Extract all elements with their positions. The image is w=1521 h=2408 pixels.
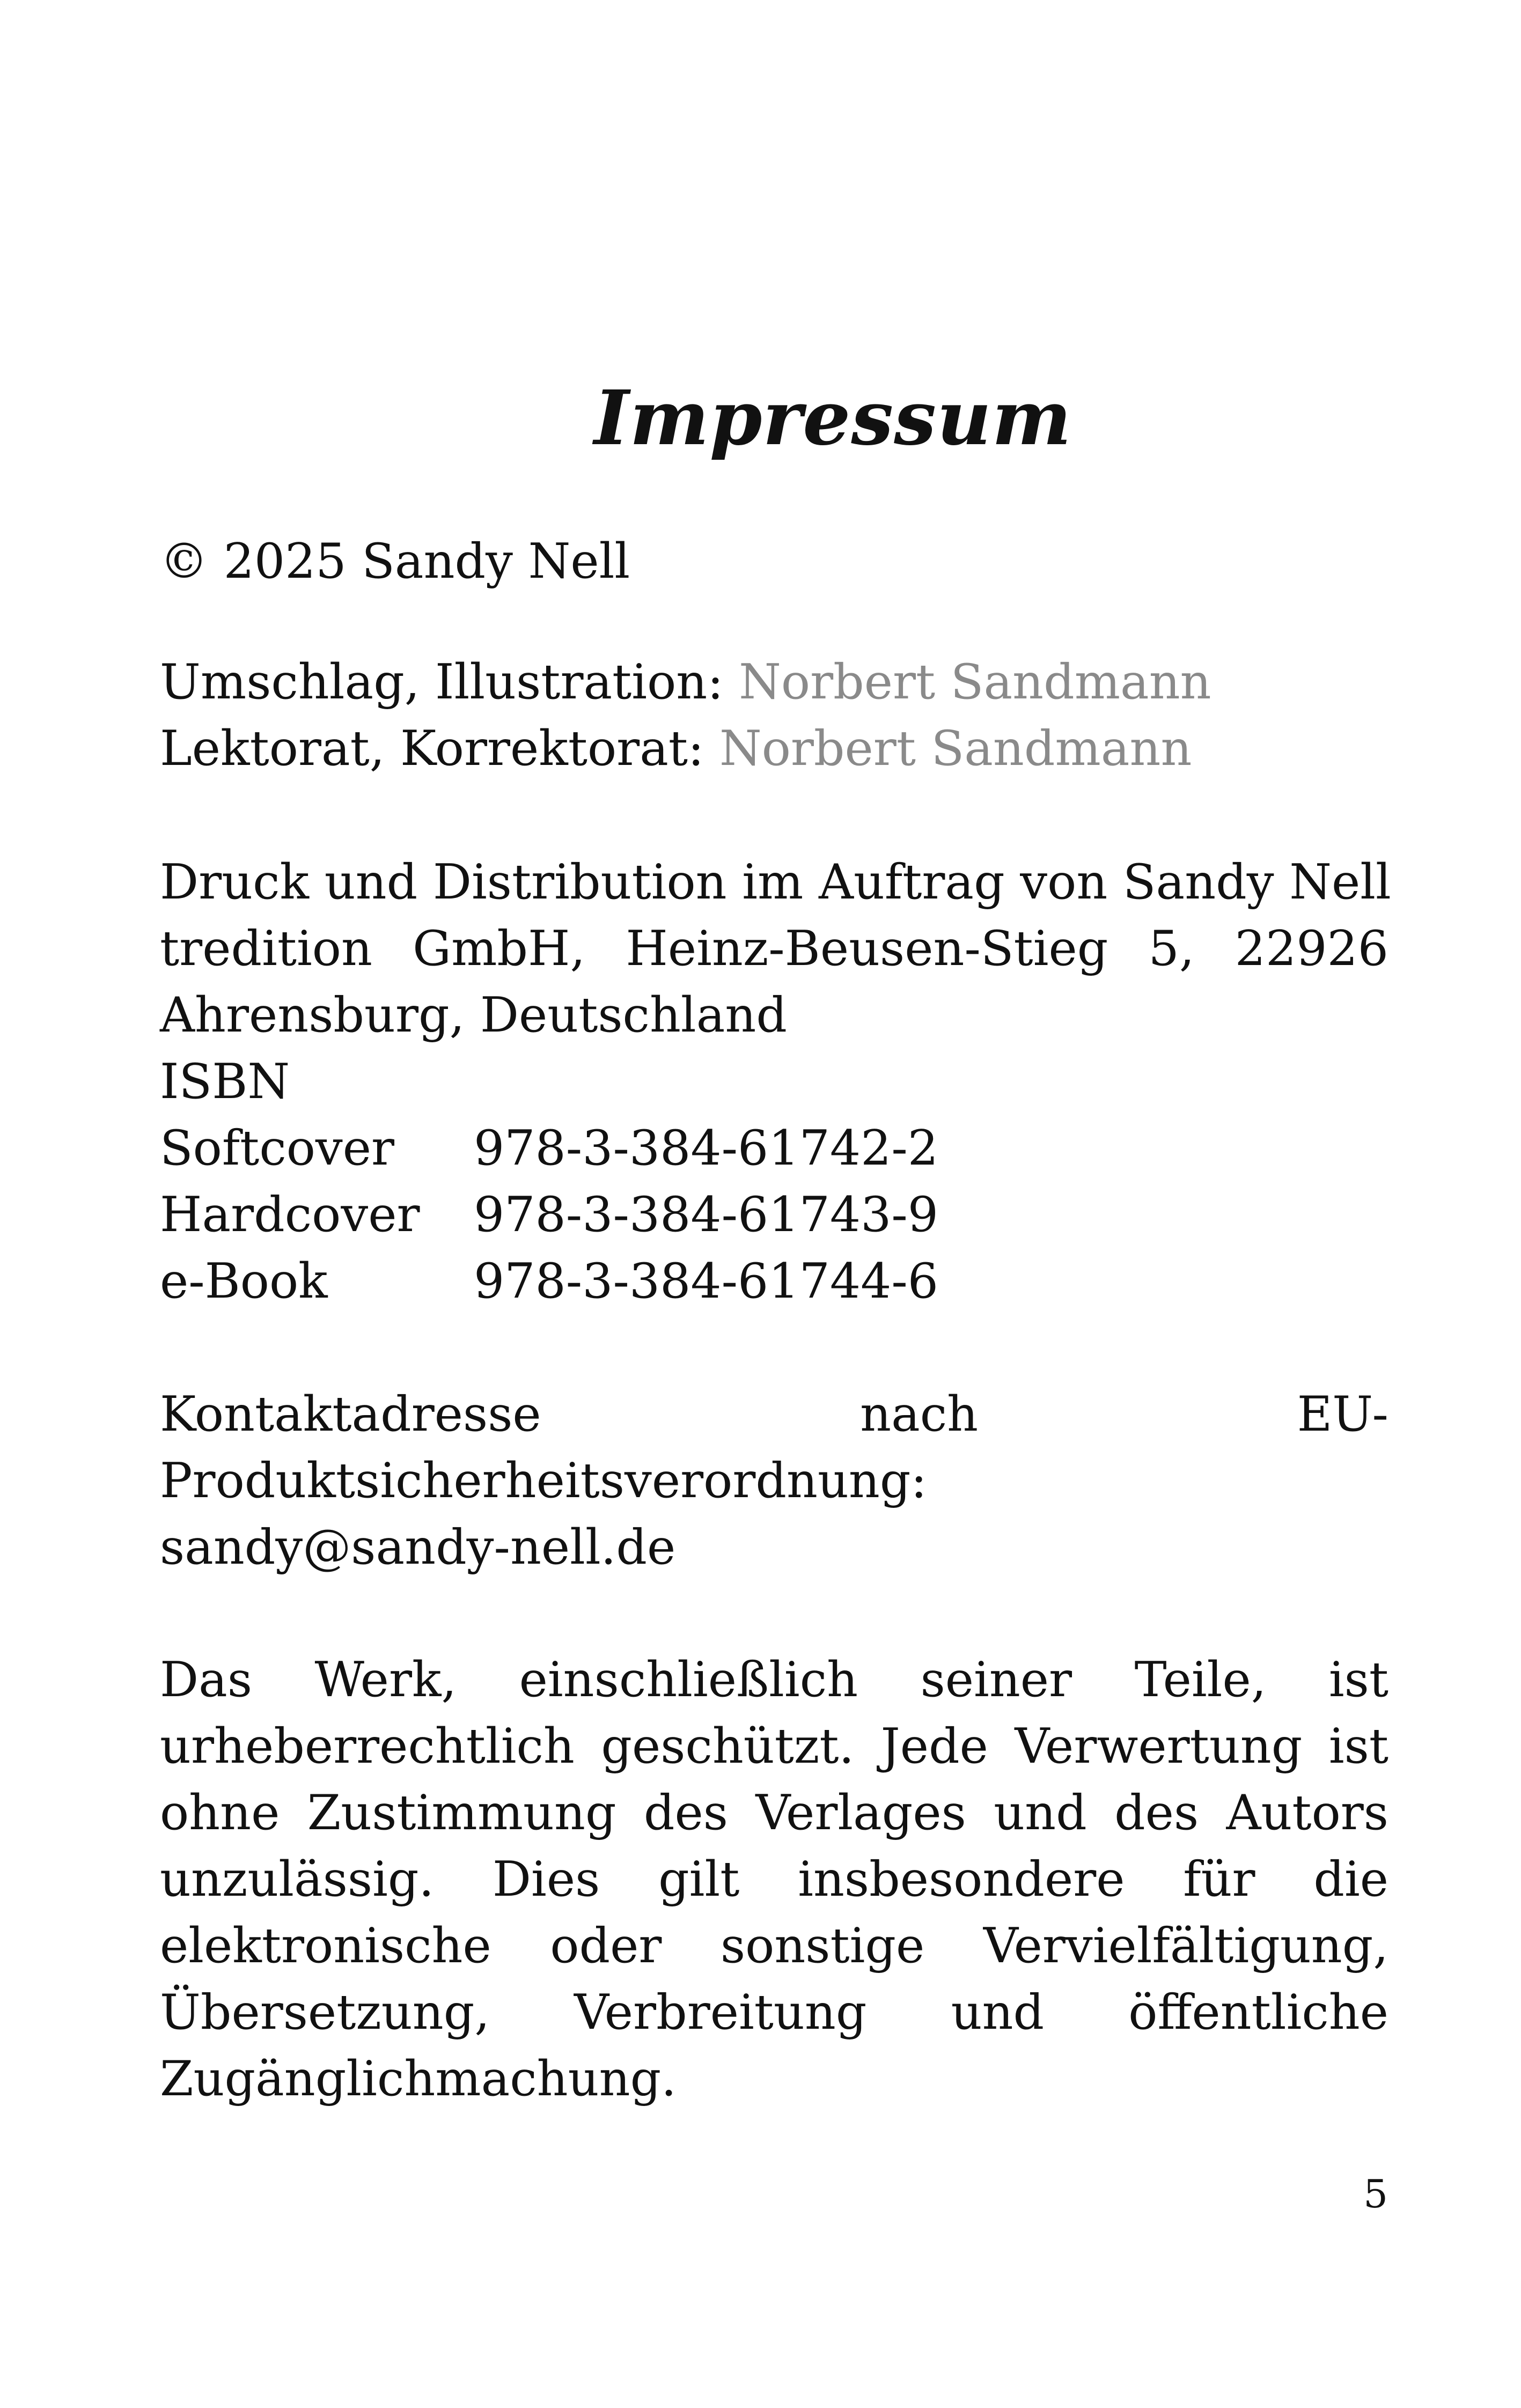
cover-credit (160, 649, 1388, 716)
contact-word-2: nach (860, 1386, 979, 1442)
isbn-heading: ISBN (160, 1054, 290, 1110)
editing-credit (160, 716, 1388, 782)
contact-word-3: EU- (1297, 1386, 1388, 1442)
copyright-line (160, 528, 1388, 595)
page-title: Impressum (594, 374, 1072, 462)
isbn-row-softcover (160, 1115, 1388, 1182)
cover-credit-label: Umschlag, Illustration: (160, 654, 739, 710)
isbn-number: 978-3-384-61743-9 (474, 1187, 939, 1243)
isbn-row-ebook (160, 1248, 1388, 1315)
printing-block (160, 849, 1391, 1315)
isbn-format: Softcover (160, 1120, 395, 1176)
isbn-format: e-Book (160, 1253, 328, 1309)
isbn-number: 978-3-384-61742-2 (474, 1120, 939, 1176)
isbn-row-hardcover (160, 1182, 1388, 1248)
editing-credit-name: Norbert Sandmann (719, 720, 1192, 777)
printing-line-1: Druck und Distribution im Auftrag von Sandy Nell (160, 854, 1391, 910)
contact-block (160, 1381, 1388, 1581)
page-number: 5 (1363, 2171, 1388, 2216)
copyright-notice: Das Werk, einschließlich seiner Teile, ist urheberrechtlich geschützt. Jede Verwertung ist ohne Zustimmung des Verlages und des Autors unzulässig. Dies gilt insbesondere für die elektronische oder sonstige Vervielfältigung, Übersetzung, Verbreitung und öffentliche Zugänglichmachung. (160, 1652, 1388, 2107)
contact-word-1: Kontaktadresse (160, 1386, 541, 1442)
contact-email: sandy@sandy-nell.de (160, 1519, 676, 1575)
copyright-text: © 2025 Sandy Nell (160, 533, 630, 590)
isbn-number: 978-3-384-61744-6 (474, 1253, 939, 1309)
editing-credit-label: Lektorat, Korrektorat: (160, 720, 719, 777)
contact-line-1 (160, 1381, 1388, 1448)
credits-block (160, 649, 1388, 782)
printing-address: tredition GmbH, Heinz-Beusen-Stieg 5, 22926 Ahrensburg, Deutschland (160, 921, 1388, 1043)
cover-credit-name: Norbert Sandmann (739, 654, 1211, 710)
contact-line-2: Produktsicherheitsverordnung: (160, 1453, 927, 1509)
isbn-format: Hardcover (160, 1187, 420, 1243)
